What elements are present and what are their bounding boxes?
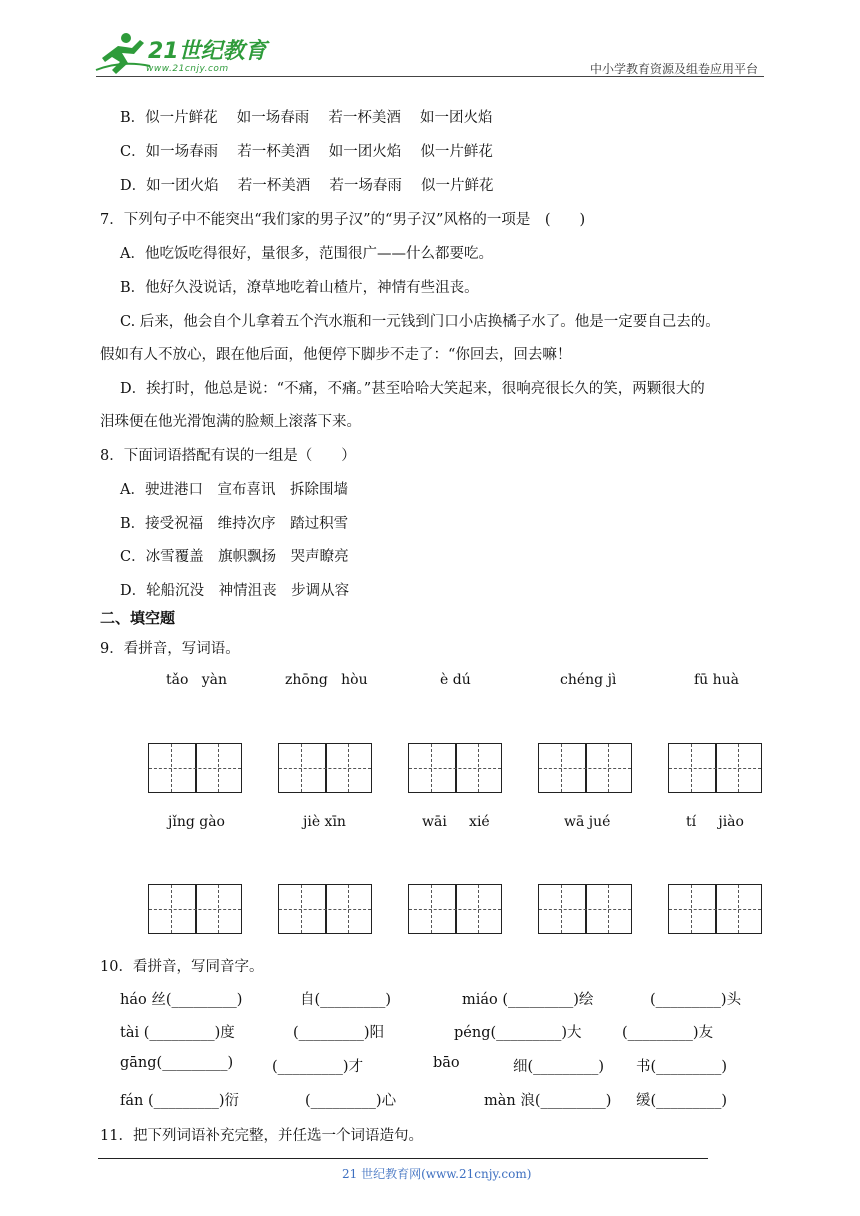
- writing-grid[interactable]: [668, 743, 762, 793]
- writing-grid[interactable]: [278, 743, 372, 793]
- pinyin-label: tǎo yàn: [166, 672, 228, 688]
- pinyin-label: chéng jì: [560, 672, 617, 688]
- q8-option-d: D．轮船沉没 神情沮丧 步调从容: [120, 583, 350, 599]
- homophone-blank[interactable]: (_________)才: [272, 1059, 364, 1075]
- homophone-blank[interactable]: màn 浪(_________): [484, 1093, 612, 1109]
- pinyin-label: wā jué: [564, 814, 611, 830]
- q7-option-d-line2: 泪珠便在他光滑饱满的脸颊上滚落下来。: [100, 414, 361, 430]
- footer-divider: [98, 1158, 708, 1159]
- q7-option-b: B．他好久没说话，潦草地吃着山楂片，神情有些沮丧。: [120, 280, 479, 296]
- writing-grid[interactable]: [668, 884, 762, 934]
- q8-stem: 8．下面词语搭配有误的一组是（ ）: [100, 448, 356, 464]
- pinyin-label: zhōng hòu: [285, 672, 368, 688]
- homophone-blank[interactable]: 自(_________): [300, 992, 392, 1008]
- q8-option-a: A．驶进港口 宣布喜讯 拆除围墙: [120, 482, 348, 498]
- homophone-blank[interactable]: 缓(_________): [636, 1093, 728, 1109]
- writing-grid[interactable]: [538, 743, 632, 793]
- writing-grid[interactable]: [148, 884, 242, 934]
- q10-stem: 10．看拼音，写同音字。: [100, 959, 264, 975]
- q6-option-c: C．如一场春雨 若一杯美酒 如一团火焰 似一片鲜花: [120, 144, 493, 160]
- homophone-blank[interactable]: 细(_________): [513, 1059, 605, 1075]
- q9-stem: 9．看拼音，写词语。: [100, 641, 240, 657]
- homophone-blank[interactable]: tài (_________)度: [120, 1025, 235, 1041]
- writing-grid[interactable]: [538, 884, 632, 934]
- q6-option-b: B．似一片鲜花 如一场春雨 若一杯美酒 如一团火焰: [120, 110, 493, 126]
- homophone-blank[interactable]: (_________)心: [305, 1093, 397, 1109]
- q8-option-c: C．冰雪覆盖 旗帜飘扬 哭声瞭亮: [120, 549, 349, 565]
- writing-grid[interactable]: [408, 884, 502, 934]
- homophone-blank[interactable]: péng(_________)大: [454, 1025, 582, 1041]
- homophone-blank[interactable]: (_________)友: [622, 1025, 714, 1041]
- pinyin-label: è dú: [440, 672, 471, 688]
- q7-stem: 7．下列句子中不能突出“我们家的男子汉”的“男子汉”风格的一项是 ( ): [100, 212, 586, 228]
- pinyin-label: jiè xīn: [303, 814, 346, 830]
- q7-option-c-line1: C. 后来，他会自个儿拿着五个汽水瓶和一元钱到门口小店换橘子水了。他是一定要自己去的。: [120, 314, 720, 330]
- homophone-blank[interactable]: fán (_________)衍: [120, 1093, 240, 1109]
- q7-option-d-line1: D．挨打时，他总是说：“不痛，不痛。”甚至哈哈大笑起来，很响亮很长久的笑，两颗很大的: [120, 381, 705, 397]
- writing-grid[interactable]: [408, 743, 502, 793]
- q8-option-b: B．接受祝福 维持次序 踏过积雪: [120, 516, 349, 532]
- q11-stem: 11．把下列词语补充完整，并任选一个词语造句。: [100, 1128, 423, 1144]
- writing-grid[interactable]: [278, 884, 372, 934]
- homophone-blank[interactable]: 书(_________): [636, 1059, 728, 1075]
- q6-option-d: D．如一团火焰 若一杯美酒 若一场春雨 似一片鲜花: [120, 178, 494, 194]
- homophone-blank[interactable]: (_________)阳: [293, 1025, 385, 1041]
- pinyin-label: tí jiào: [686, 814, 744, 830]
- homophone-blank[interactable]: miáo (_________)绘: [462, 992, 594, 1008]
- pinyin-label: bāo: [433, 1055, 460, 1071]
- section-title: 二、填空题: [100, 609, 176, 627]
- homophone-blank[interactable]: gāng(_________): [120, 1055, 234, 1071]
- homophone-blank[interactable]: (_________)头: [650, 992, 742, 1008]
- writing-grid[interactable]: [148, 743, 242, 793]
- pinyin-label: wāi xié: [422, 814, 490, 830]
- homophone-blank[interactable]: háo 丝(_________): [120, 992, 243, 1008]
- q7-option-a: A．他吃饭吃得很好，量很多，范围很广——什么都要吃。: [120, 246, 493, 262]
- q7-option-c-line2: 假如有人不放心，跟在他后面，他便停下脚步不走了：“你回去，回去嘛！: [100, 347, 572, 363]
- footer-source: 21 世纪教育网(www.21cnjy.com): [342, 1167, 532, 1181]
- pinyin-label: fū huà: [694, 672, 740, 688]
- platform-name: 中小学教育资源及组卷应用平台: [590, 62, 759, 76]
- logo-url: www.21cnjy.com: [146, 64, 229, 74]
- header-divider: [96, 76, 764, 77]
- pinyin-label: jǐng gào: [168, 814, 225, 830]
- logo-text: 21世纪教育: [148, 39, 267, 64]
